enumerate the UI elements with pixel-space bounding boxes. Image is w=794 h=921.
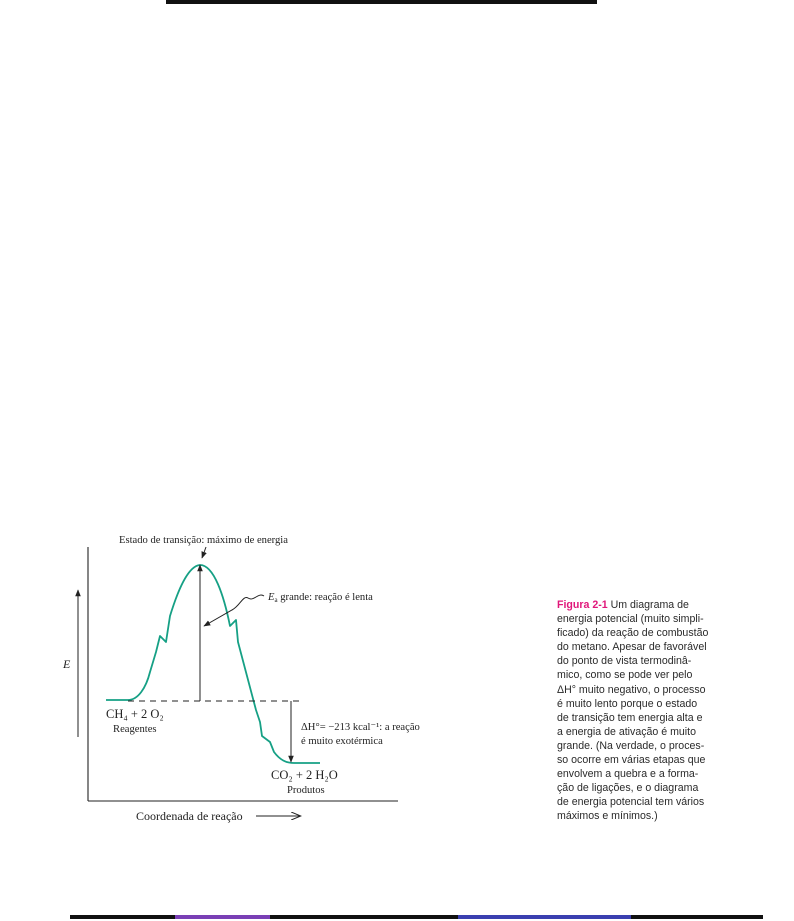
activation-energy-label [267,592,373,604]
reactants-formula: CH₄ + 2 O₂ [106,707,164,721]
bar-segment [631,915,763,919]
caption-line: de energia potencial tem vários [557,796,705,809]
caption-line: máximos e mínimos.) [557,810,658,823]
caption-line: a energia de ativação é muito [557,725,696,738]
bar-segment [270,915,458,919]
x-axis-label: Coordenada de reação [136,809,243,823]
transition-state-label: Estado de transição: máximo de energia [119,535,288,546]
caption-line: envolvem a quebra e a forma- [557,768,699,781]
caption-line: do ponto de vista termodinâ- [557,655,692,668]
caption-line: so ocorre em várias etapas que [557,754,706,767]
products-formula: CO₂ + 2 H₂O [271,768,338,782]
caption-line: mico, como se pode ver pelo [557,669,693,682]
ea-description: grande: reação é lenta [277,592,373,603]
caption-line: ficado) da reação de combustão [557,627,709,640]
products-name: Produtos [287,785,325,796]
caption-line: ΔH° muito negativo, o processo [557,683,706,696]
caption-line: grande. (Na verdade, o proces- [557,739,705,752]
ea-symbol: E [268,592,275,603]
caption-line: energia potencial (muito simpli- [557,613,704,626]
enthalpy-label-line2: é muito exotérmica [301,736,383,747]
reactants-name: Reagentes [113,724,157,735]
figure-label: Figura 2-1 [557,599,608,611]
caption-line: do metano. Apesar de favorável [557,641,707,654]
caption-line: ção de ligações, e o diagrama [557,782,699,795]
caption-line: Um diagrama de [610,599,689,611]
caption-line: de transição tem energia alta e [557,711,703,724]
bar-segment [70,915,175,919]
bar-segment [458,915,631,919]
y-axis-label: E [63,657,71,671]
figure-caption [557,598,743,824]
bar-segment [175,915,270,919]
caption-line: é muito lento porque o estado [557,697,698,710]
ea-subscript: a [274,596,278,604]
enthalpy-label-line1: ΔH°= −213 kcal⁻¹: a reação [301,722,420,733]
transition-state-pointer [202,547,206,558]
bottom-color-bar [70,915,763,919]
